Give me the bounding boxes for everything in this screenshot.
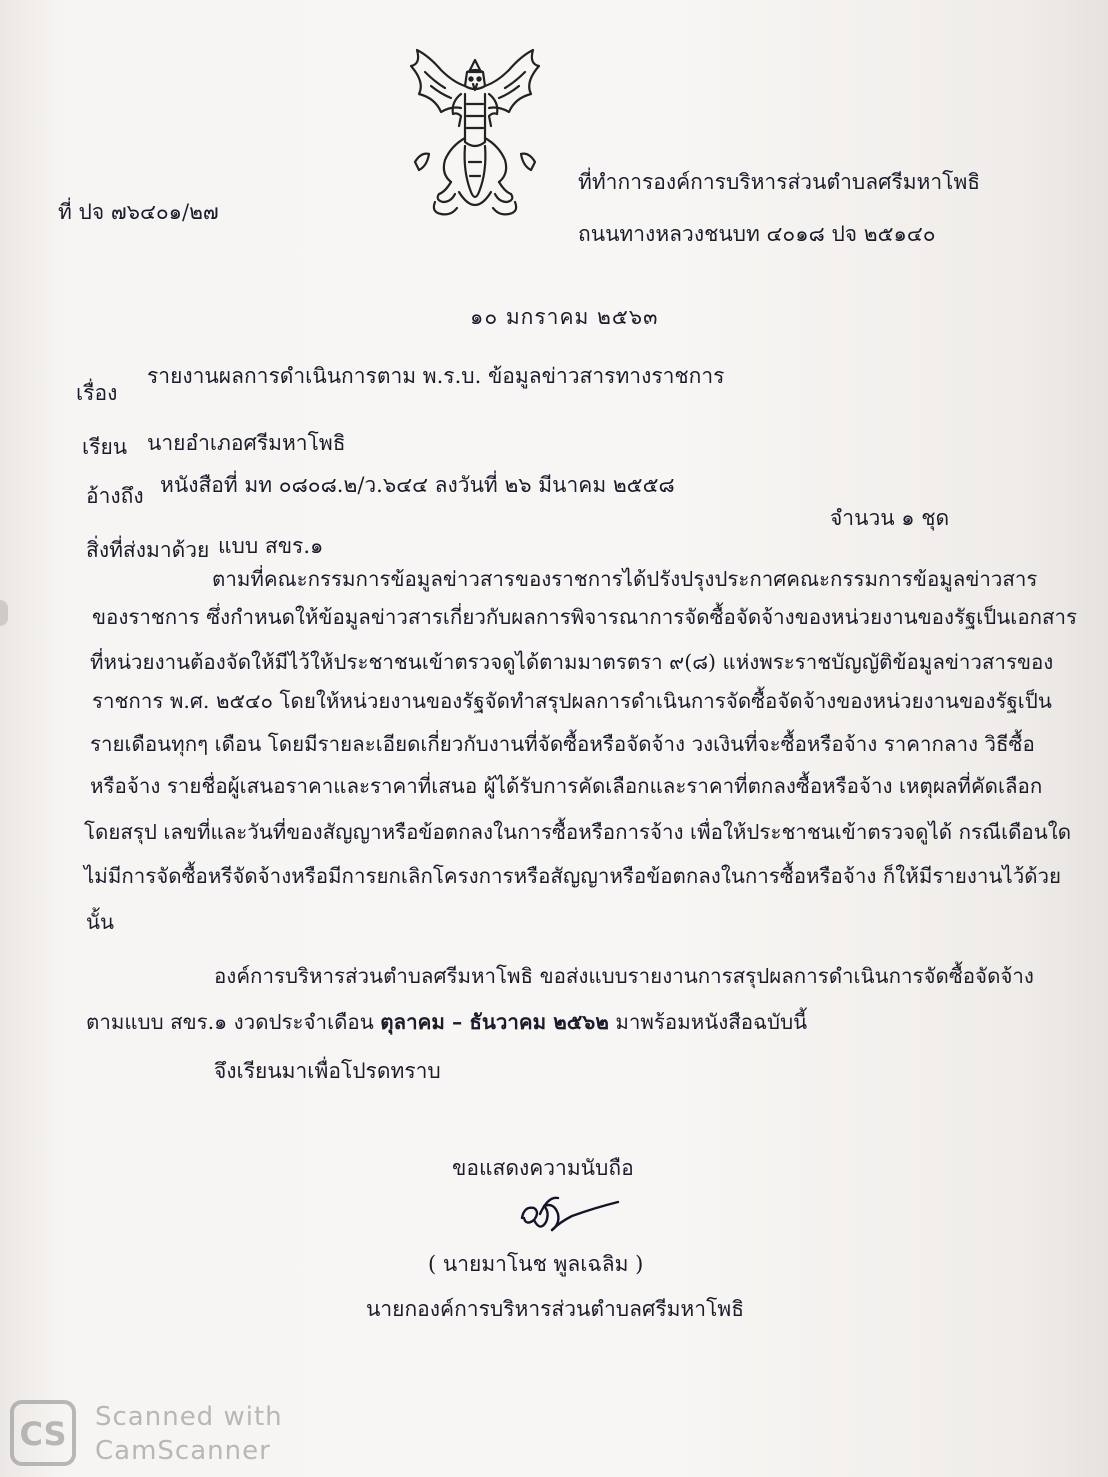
- paragraph1-line: โดยสรุป เลขที่และวันที่ของสัญญาหรือข้อตกลงในการซื้อหรือการจ้าง เพื่อให้ประชาชนเข้าตรวจดูได้ กรณีเดือนใด: [84, 820, 1072, 844]
- closing-sentence: จึงเรียนมาเพื่อโปรดทราบ: [214, 1059, 441, 1083]
- report-period: ตุลาคม – ธันวาคม ๒๕๖๒: [380, 1010, 609, 1034]
- paragraph1-line: หรือจ้าง รายชื่อผู้เสนอราคาและราคาที่เสนอ ผู้ได้รับการคัดเลือกและราคาที่ตกลงซื้อหรือจ้าง เหตุผลที่คัดเลือก: [90, 774, 1043, 798]
- subject-text: รายงานผลการดำเนินการตาม พ.ร.บ. ข้อมูลข่าวสารทางราชการ: [147, 364, 725, 388]
- letter-date: ๑๐ มกราคม ๒๕๖๓: [470, 305, 659, 329]
- enclosure-text: แบบ สขร.๑: [218, 534, 324, 558]
- paragraph1-line: ของราชการ ซึ่งกำหนดให้ข้อมูลข่าวสารเกี่ยวกับผลการพิจารณาการจัดซื้อจัดจ้างของหน่วยงานของรัฐเป็นเอกสาร: [92, 605, 1078, 629]
- paragraph1-line: นั้น: [86, 910, 115, 934]
- reference-number: ที่ ปจ ๗๖๔๐๑/๒๗: [58, 200, 219, 224]
- complimentary-close: ขอแสดงความนับถือ: [452, 1156, 634, 1180]
- reference-label: อ้างถึง: [86, 484, 144, 508]
- reference-text: หนังสือที่ มท ๐๘๐๘.๒/ว.๖๔๔ ลงวันที่ ๒๖ มีนาคม ๒๕๕๘: [160, 473, 675, 497]
- recipient-text: นายอำเภอศรีมหาโพธิ: [147, 431, 346, 455]
- watermark-line2: CamScanner: [95, 1436, 271, 1466]
- paragraph2-text: มาพร้อมหนังสือฉบับนี้: [608, 1010, 808, 1034]
- paragraph2-text: ตามแบบ สขร.๑ งวดประจำเดือน: [86, 1010, 381, 1034]
- camscanner-logo-icon: [10, 1400, 76, 1466]
- paragraph1-line: ราชการ พ.ศ. ๒๕๔๐ โดยให้หน่วยงานของรัฐจัดทำสรุปผลการดำเนินการจัดซื้อจัดจ้างของหน่วยงานของรัฐเป็น: [92, 689, 1052, 713]
- punch-hole: [0, 600, 8, 626]
- camscanner-logo-text: CS: [19, 1415, 67, 1453]
- signer-name: ( นายมาโนช พูลเฉลิม ): [428, 1252, 644, 1276]
- paragraph1-line: ที่หน่วยงานต้องจัดให้มีไว้ให้ประชาชนเข้าตรวจดูได้ตามมาตรตรา ๙(๘) แห่งพระราชบัญญัติข้อมูลข่าวสารของ: [90, 650, 1054, 674]
- garuda-emblem-icon: [395, 42, 555, 222]
- recipient-label: เรียน: [82, 435, 128, 459]
- enclosure-label: สิ่งที่ส่งมาด้วย: [86, 538, 210, 562]
- paragraph2-line: องค์การบริหารส่วนตำบลศรีมหาโพธิ ขอส่งแบบรายงานการสรุปผลการดำเนินการจัดซื้อจัดจ้าง: [214, 964, 1034, 988]
- paragraph2-line: [86, 1012, 807, 1033]
- sender-address-line1: ที่ทำการองค์การบริหารส่วนตำบลศรีมหาโพธิ: [578, 170, 981, 194]
- enclosure-quantity: จำนวน ๑ ชุด: [830, 506, 950, 530]
- subject-label: เรื่อง: [76, 381, 118, 405]
- paragraph1-line: รายเดือนทุกๆ เดือน โดยมีรายละเอียดเกี่ยวกับงานที่จัดซื้อหรือจัดจ้าง วงเงินที่จะซื้อหรือจ้าง ราคากลาง วิธีซื้อ: [90, 732, 1035, 756]
- sender-address-line2: ถนนทางหลวงชนบท ๔๐๑๘ ปจ ๒๕๑๔๐: [578, 222, 936, 246]
- watermark-line1: Scanned with: [95, 1402, 283, 1432]
- paragraph1-line: ตามที่คณะกรรมการข้อมูลข่าวสารของราชการได้ปรังปรุงประกาศคณะกรรมการข้อมูลข่าวสาร: [212, 567, 1038, 591]
- signer-title: นายกองค์การบริหารส่วนตำบลศรีมหาโพธิ: [366, 1297, 745, 1321]
- paragraph1-line: ไม่มีการจัดซื้อหรีจัดจ้างหรือมีการยกเลิกโครงการหรือสัญญาหรือข้อตกลงในการซื้อหรือจ้าง ก็ให้มีรายงานไว้ด้วย: [84, 864, 1062, 888]
- handwritten-signature: [514, 1192, 624, 1252]
